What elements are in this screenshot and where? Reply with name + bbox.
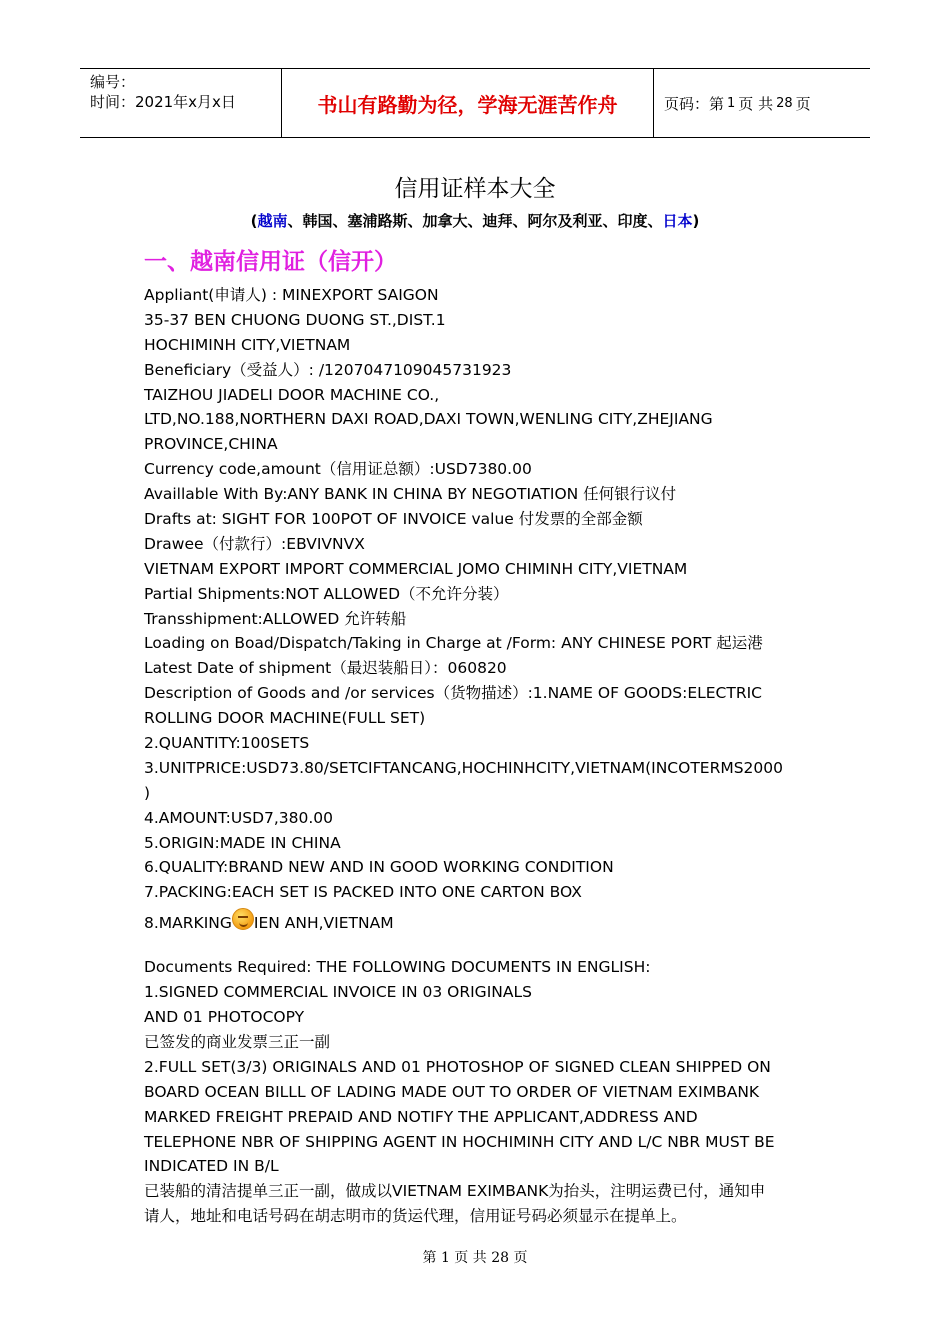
body-line: INDICATED IN B/L: [144, 1157, 279, 1176]
page-prefix: 页码：第: [664, 94, 725, 113]
paragraph-gap: [144, 935, 814, 955]
body-line: Beneficiary（受益人）: /1207047109045731923: [144, 360, 512, 379]
header-meta: [80, 69, 282, 137]
subtitle-country-japan: 日本: [662, 212, 693, 230]
body-line: 6.QUALITY:BRAND NEW AND IN GOOD WORKING CONDITION: [144, 858, 614, 877]
body-line: Description of Goods and /or services（货物描述）:1.NAME OF GOODS:ELECTRIC: [144, 684, 763, 703]
body-line: TELEPHONE NBR OF SHIPPING AGENT IN HOCHIMINH CITY AND L/C NBR MUST BE: [144, 1132, 775, 1151]
body-line: HOCHIMINH CITY,VIETNAM: [144, 335, 351, 354]
body-line: Appliant(申请人) : MINEXPORT SAIGON: [144, 286, 439, 304]
body-line: BOARD OCEAN BILLL OF LADING MADE OUT TO ORDER OF VIETNAM EXIMBANK: [144, 1082, 760, 1101]
section-heading: 一、越南信用证（信开）: [144, 249, 397, 275]
page-mid: 页 共: [738, 94, 774, 113]
marking-line: [144, 905, 814, 935]
date-label: 时间：2021年x月x日: [90, 93, 236, 111]
body-line: 35-37 BEN CHUONG DUONG ST.,DIST.1: [144, 310, 446, 329]
header-motto: 书山有路勤为径，学海无涯苦作舟: [282, 69, 654, 137]
body-line: MARKED FREIGHT PREPAID AND NOTIFY THE APPLICANT,ADDRESS AND: [144, 1107, 698, 1126]
subtitle-close: ): [692, 212, 700, 230]
body-line: PROVINCE,CHINA: [144, 435, 278, 454]
body-line: Drawee（付款行）:EBVIVNVX: [144, 534, 365, 553]
page-suffix: 页: [795, 94, 811, 113]
body-line: Availlable With By:ANY BANK IN CHINA BY NEGOTIATION 任何银行议付: [144, 485, 677, 504]
body-line: Drafts at: SIGHT FOR 100POT OF INVOICE value 付发票的全部金额: [144, 510, 643, 529]
header-page-info: [654, 69, 870, 137]
page-total: 28: [776, 95, 793, 111]
body-line: Partial Shipments:NOT ALLOWED（不允许分装）: [144, 584, 509, 603]
body-line: VIETNAM EXPORT IMPORT COMMERCIAL JOMO CHIMINH CITY,VIETNAM: [144, 559, 688, 578]
body-line: ): [144, 783, 151, 802]
document-title: 信用证样本大全: [394, 176, 556, 202]
body-line: 5.ORIGIN:MADE IN CHINA: [144, 833, 341, 852]
body-line: 2.FULL SET(3/3) ORIGINALS AND 01 PHOTOSHOP OF SIGNED CLEAN SHIPPED ON: [144, 1057, 771, 1076]
body-line: 3.UNITPRICE:USD73.80/SETCIFTANCANG,HOCHINHCITY,VIETNAM(INCOTERMS2000: [144, 758, 784, 777]
smiley-emoji-icon: [232, 908, 254, 930]
body-line: LTD,NO.188,NORTHERN DAXI ROAD,DAXI TOWN,WENLING CITY,ZHEJIANG: [144, 410, 713, 429]
number-label: 编号：: [90, 73, 136, 91]
page-footer: 第 1 页 共 28 页: [422, 1250, 528, 1266]
subtitle-countries: 、韩国、塞浦路斯、加拿大、迪拜、阿尔及利亚、印度、: [287, 212, 663, 230]
body-line: 已装船的清洁提单三正一副，做成以VIETNAM EXIMBANK为抬头，注明运费已付，通知申: [144, 1182, 766, 1201]
document-body: [144, 283, 814, 1229]
body-line: Loading on Boad/Dispatch/Taking in Charge at /Form: ANY CHINESE PORT 起运港: [144, 634, 763, 653]
body-line: Latest Date of shipment（最迟装船日）：060820: [144, 659, 507, 678]
page-header: [80, 68, 870, 138]
body-line: 已签发的商业发票三正一副: [144, 1032, 331, 1051]
page-current: 1: [727, 95, 736, 111]
body-line: Documents Required: THE FOLLOWING DOCUMENTS IN ENGLISH:: [144, 958, 651, 977]
body-line: 7.PACKING:EACH SET IS PACKED INTO ONE CARTON BOX: [144, 883, 582, 902]
body-line: Transshipment:ALLOWED 允许转船: [144, 609, 407, 628]
body-line: TAIZHOU JIADELI DOOR MACHINE CO.,: [144, 385, 440, 404]
body-line: ROLLING DOOR MACHINE(FULL SET): [144, 709, 426, 728]
subtitle-country-vietnam: 越南: [257, 212, 288, 230]
body-line: 4.AMOUNT:USD7,380.00: [144, 808, 334, 827]
body-line: AND 01 PHOTOCOPY: [144, 1008, 305, 1027]
body-line: 请人，地址和电话号码在胡志明市的货运代理，信用证号码必须显示在提单上。: [144, 1207, 687, 1226]
document-subtitle: [0, 210, 950, 231]
subtitle-open: (: [250, 212, 258, 230]
marking-value: IEN ANH,VIETNAM: [253, 914, 394, 933]
marking-label: 8.MARKING: [144, 914, 232, 933]
body-line: 1.SIGNED COMMERCIAL INVOICE IN 03 ORIGINALS: [144, 983, 532, 1002]
body-line: Currency code,amount（信用证总额）:USD7380.00: [144, 460, 532, 479]
body-line: 2.QUANTITY:100SETS: [144, 734, 310, 753]
